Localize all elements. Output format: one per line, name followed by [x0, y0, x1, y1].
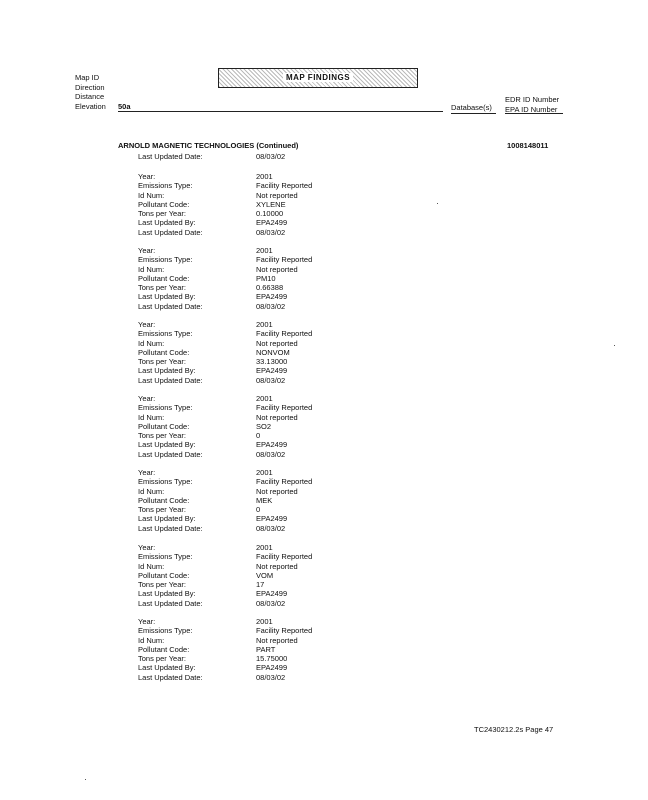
- field-value: Not reported: [256, 338, 298, 348]
- record-row: [138, 403, 312, 412]
- field-label: Year:: [138, 394, 156, 403]
- scan-speck: [437, 203, 438, 204]
- id-number-labels: [505, 95, 559, 114]
- field-label: Last Updated Date:: [138, 227, 203, 237]
- record-row: [138, 339, 312, 348]
- record-row: [138, 663, 312, 672]
- field-value: 08/03/02: [256, 227, 286, 237]
- field-label: Last Updated Date:: [138, 598, 203, 608]
- field-label: Year:: [138, 320, 156, 329]
- map-findings-banner: [218, 68, 418, 88]
- field-label: Last Updated Date:: [138, 301, 203, 311]
- elevation-label: Elevation: [75, 101, 106, 111]
- field-value: PART: [256, 644, 276, 654]
- field-label: Emissions Type:: [138, 403, 193, 413]
- field-label: Year:: [138, 172, 156, 181]
- field-label: Year:: [138, 617, 156, 626]
- field-label: Last Updated By:: [138, 292, 196, 302]
- record-row: [138, 617, 312, 626]
- field-label: Last Updated Date:: [138, 152, 203, 161]
- record-row: [138, 487, 312, 496]
- field-label: Pollutant Code:: [138, 273, 190, 283]
- field-value: Facility Reported: [256, 329, 313, 339]
- header-labels: [75, 73, 106, 111]
- record-row: [138, 357, 312, 366]
- field-value: 2001: [256, 320, 273, 329]
- id-underline: [505, 113, 563, 114]
- field-label: Last Updated By:: [138, 514, 196, 524]
- site-edr-id: 1008148011: [507, 141, 549, 150]
- epa-id-label: EPA ID Number: [505, 104, 558, 114]
- record-row: [138, 191, 312, 200]
- field-value: 2001: [256, 246, 273, 255]
- record-row: [138, 376, 312, 385]
- field-value: Not reported: [256, 190, 298, 200]
- field-label: Pollutant Code:: [138, 347, 190, 357]
- record-row: [138, 496, 312, 505]
- field-value: 2001: [256, 468, 273, 477]
- record-row: [138, 645, 312, 654]
- field-label: Last Updated Date:: [138, 375, 203, 385]
- record-row: [138, 329, 312, 338]
- field-value: 0: [256, 431, 261, 441]
- field-value: PM10: [256, 273, 276, 283]
- field-label: Pollutant Code:: [138, 570, 190, 580]
- field-label: Id Num:: [138, 635, 165, 645]
- record-row: [138, 580, 312, 589]
- database-underline: [451, 113, 496, 114]
- field-value: 08/03/02: [256, 523, 286, 533]
- field-label: Tons per Year:: [138, 580, 186, 590]
- record-row: [138, 274, 312, 283]
- record-row: [138, 450, 312, 459]
- record-row: [138, 589, 312, 598]
- field-value: XYLENE: [256, 199, 286, 209]
- field-label: Last Updated By:: [138, 366, 196, 376]
- field-value: 0: [256, 505, 261, 515]
- field-value: 0.66388: [256, 283, 284, 293]
- field-label: Year:: [138, 246, 156, 255]
- field-value: NONVOM: [256, 347, 290, 357]
- banner-title: MAP FINDINGS: [283, 73, 353, 82]
- field-value: EPA2499: [256, 440, 288, 450]
- record-row: [138, 673, 312, 682]
- record-row: [138, 283, 312, 292]
- field-value: 08/03/02: [256, 672, 286, 682]
- field-label: Tons per Year:: [138, 505, 186, 515]
- field-label: Last Updated Date:: [138, 449, 203, 459]
- record-row: [138, 626, 312, 635]
- field-value: Facility Reported: [256, 626, 313, 636]
- field-label: Id Num:: [138, 561, 165, 571]
- record-row: [138, 562, 312, 571]
- field-value: 08/03/02: [256, 301, 286, 311]
- record-row: [138, 468, 312, 477]
- site-name: ARNOLD MAGNETIC TECHNOLOGIES (Continued): [118, 141, 299, 150]
- emission-record: [138, 468, 312, 533]
- field-value: EPA2499: [256, 366, 288, 376]
- field-label: Tons per Year:: [138, 209, 186, 219]
- field-value: EPA2499: [256, 589, 288, 599]
- record-row: [138, 320, 312, 329]
- record-row: [138, 209, 312, 218]
- field-value: 2001: [256, 617, 273, 626]
- field-label: Emissions Type:: [138, 181, 193, 191]
- header-divider: [118, 111, 443, 112]
- record-row: [138, 413, 312, 422]
- field-label: Id Num:: [138, 486, 165, 496]
- record-row: [138, 654, 312, 663]
- field-label: Pollutant Code:: [138, 421, 190, 431]
- field-label: Pollutant Code:: [138, 644, 190, 654]
- record-row: [138, 255, 312, 264]
- record-row: [138, 599, 312, 608]
- field-value: VOM: [256, 570, 274, 580]
- field-label: Last Updated By:: [138, 218, 196, 228]
- field-label: Last Updated Date:: [138, 523, 203, 533]
- emission-record: [138, 543, 312, 608]
- scan-speck: [85, 779, 86, 780]
- field-label: Emissions Type:: [138, 552, 193, 562]
- field-value: 08/03/02: [256, 449, 286, 459]
- map-id-value: 50a: [118, 101, 131, 111]
- field-value: Not reported: [256, 264, 298, 274]
- field-value: EPA2499: [256, 663, 288, 673]
- record-row: [138, 218, 312, 227]
- field-label: Tons per Year:: [138, 431, 186, 441]
- field-value: 15.75000: [256, 654, 288, 664]
- field-label: Id Num:: [138, 412, 165, 422]
- record-row: [138, 394, 312, 403]
- record-row: [138, 348, 312, 357]
- field-label: Tons per Year:: [138, 357, 186, 367]
- field-value: Not reported: [256, 635, 298, 645]
- first-record: [138, 152, 285, 161]
- field-label: Year:: [138, 543, 156, 552]
- emission-record: [138, 617, 312, 682]
- record-row: [138, 265, 312, 274]
- record-row: [138, 366, 312, 375]
- field-value: MEK: [256, 495, 273, 505]
- field-value: Not reported: [256, 561, 298, 571]
- field-label: Pollutant Code:: [138, 199, 190, 209]
- field-label: Emissions Type:: [138, 477, 193, 487]
- field-label: Year:: [138, 468, 156, 477]
- record-row: [138, 246, 312, 255]
- footer-page-code: TC2430212.2s Page 47: [474, 725, 554, 734]
- map-id-label: Map ID: [75, 73, 100, 82]
- field-value: 17: [256, 580, 265, 590]
- field-value: SO2: [256, 421, 272, 431]
- emission-record: [138, 246, 312, 311]
- field-value: Not reported: [256, 412, 298, 422]
- field-value: EPA2499: [256, 292, 288, 302]
- field-value: 0.10000: [256, 209, 284, 219]
- field-label: Tons per Year:: [138, 283, 186, 293]
- record-row: [138, 571, 312, 580]
- field-value: 2001: [256, 172, 273, 181]
- record-row: [138, 440, 312, 449]
- record-row: [138, 302, 312, 311]
- record-row: [138, 422, 312, 431]
- field-value: 08/03/02: [256, 598, 286, 608]
- record-row: [138, 514, 312, 523]
- field-label: Id Num:: [138, 338, 165, 348]
- field-value: Facility Reported: [256, 552, 313, 562]
- record-row: [138, 543, 312, 552]
- field-value: Facility Reported: [256, 255, 313, 265]
- direction-label: Direction: [75, 82, 105, 92]
- emission-record: [138, 320, 312, 385]
- record-row: [138, 524, 312, 533]
- record-row: [138, 431, 312, 440]
- field-value: 33.13000: [256, 357, 288, 367]
- field-value: Facility Reported: [256, 181, 313, 191]
- record-row: [138, 228, 312, 237]
- distance-label: Distance: [75, 92, 105, 101]
- record-row: [138, 636, 312, 645]
- field-label: Id Num:: [138, 190, 165, 200]
- edr-id-label: EDR ID Number: [505, 95, 560, 104]
- field-value: Not reported: [256, 486, 298, 496]
- record-row: [138, 505, 312, 514]
- field-label: Tons per Year:: [138, 654, 186, 664]
- field-value: 2001: [256, 543, 273, 552]
- field-value: Facility Reported: [256, 477, 313, 487]
- field-value: 08/03/02: [256, 375, 286, 385]
- field-value: 08/03/02: [256, 152, 286, 161]
- database-label: Database(s): [451, 103, 492, 112]
- record-row: [138, 292, 312, 301]
- field-value: EPA2499: [256, 218, 288, 228]
- record-row: [138, 181, 312, 190]
- field-label: Last Updated Date:: [138, 672, 203, 682]
- field-value: EPA2499: [256, 514, 288, 524]
- emission-record: [138, 394, 312, 459]
- emission-record: [138, 172, 312, 237]
- record-row: [138, 200, 312, 209]
- field-value: 2001: [256, 394, 273, 403]
- field-label: Emissions Type:: [138, 329, 193, 339]
- record-row: [138, 172, 312, 181]
- field-label: Last Updated By:: [138, 663, 196, 673]
- field-value: Facility Reported: [256, 403, 313, 413]
- record-row: [138, 477, 312, 486]
- record-row: [138, 552, 312, 561]
- field-label: Last Updated By:: [138, 440, 196, 450]
- field-label: Pollutant Code:: [138, 495, 190, 505]
- scan-speck: [614, 345, 615, 346]
- field-label: Id Num:: [138, 264, 165, 274]
- field-label: Last Updated By:: [138, 589, 196, 599]
- field-label: Emissions Type:: [138, 255, 193, 265]
- field-label: Emissions Type:: [138, 626, 193, 636]
